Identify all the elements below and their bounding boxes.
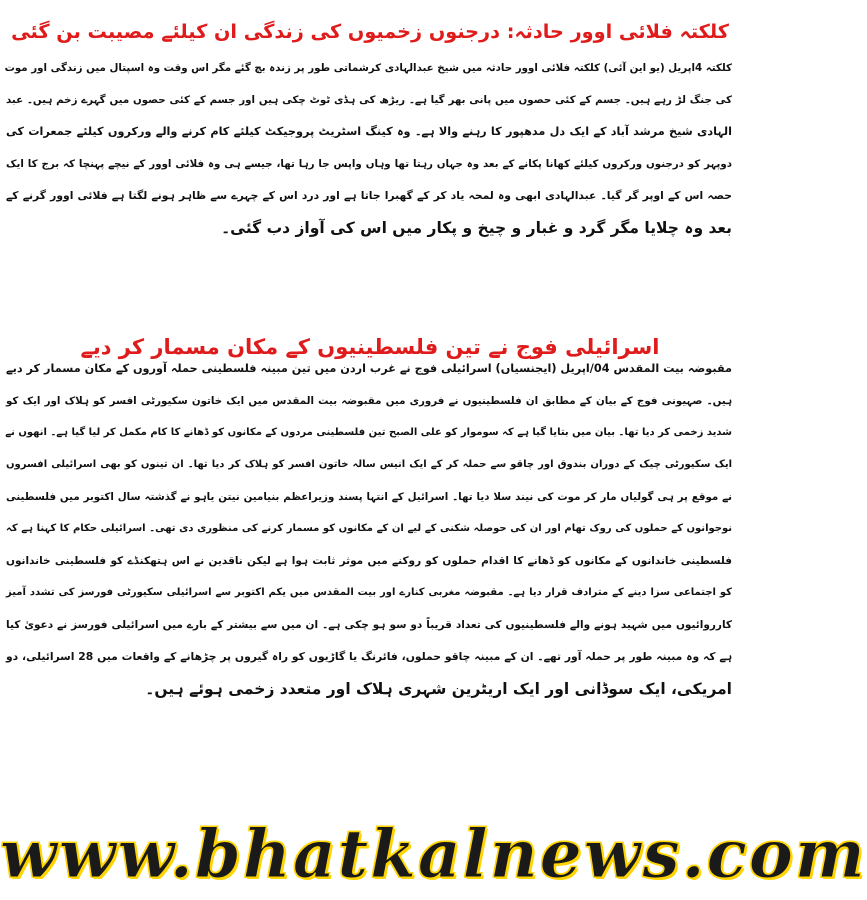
article-line: ہیں۔ صہیونی فوج کے بیان کے مطابق ان فلسطینیوں نے فروری میں مقبوضہ بیت المقدس میں ایک خاتون سکیورٹی افسر کو ہلاک اور ایک کو [6,395,732,407]
article-line: نے موقع پر ہی گولیاں مار کر موت کی نیند سلا دیا تھا۔ اسرائیل کے انتہا پسند وزیراعظم بنیامین نیتن یاہو نے گذشتہ سال اکتوبر میں فلسطینی [6,491,732,503]
article-kolkata-flyover [6,52,732,244]
article-line: امریکی، ایک سوڈانی اور ایک اریٹرین شہری ہلاک اور متعدد زخمی ہوئے ہیں۔ [145,680,732,698]
headline-kolkata-flyover: کلکتہ فلائی اوور حادثہ: درجنوں زخمیوں کی زندگی ان کیلئے مصیبت بن گئی [11,19,729,43]
article-line: کلکتہ 4اپریل (یو این آئی) کلکتہ فلائی اوور حادثہ میں شیخ عبدالہادی کرشماتی طور پر زندہ بچ گئے مگر اس وقت وہ اسپتال میں زندگی اور موت [4,62,732,74]
article-line: نوجوانوں کے حملوں کی روک تھام اور ان کی حوصلہ شکنی کے لیے ان کے مکانوں کو مسمار کرنے کی منظوری دی تھی۔ اسرائیلی حکام کا کہنا ہے کہ [6,523,732,534]
article-line: کو اجتماعی سزا دینے کے مترادف قرار دیا ہے۔ مقبوضہ مغربی کنارے اور بیت المقدس میں یکم اکتوبر سے اسرائیلی سکیورٹی فورسز کی تشدد آمیز [6,587,732,598]
article-line: دوپہر کو درجنوں ورکروں کیلئے کھانا پکانے کے بعد وہ جہاں رہتا تھا وہاں واپس جا رہا تھا، جیسے ہی وہ فلائی اوور کے نیچے پہنچا کہ برج کا ایک [6,158,732,170]
article-line: فلسطینی خاندانوں کے مکانوں کو ڈھانے کا اقدام حملوں کو روکنے میں موثر ثابت ہوا ہے لیکن ناقدین نے اس ہتھکنڈے کو فلسطینی خاندانوں [6,555,732,567]
article-line: ہے کہ وہ مبینہ طور پر حملہ آور تھے۔ ان کے مبینہ چاقو حملوں، فائرنگ یا گاڑیوں کو راہ گیروں پر چڑھانے کے واقعات میں 28 اسرائیلی، دو [6,650,732,663]
headline-israeli-demolition: اسرائیلی فوج نے تین فلسطینیوں کے مکان مسمار کر دیے [80,335,660,360]
article-line: مقبوضہ بیت المقدس 04/اپریل (ایجنسیاں) اسرائیلی فوج نے غرب اردن میں تین مبینہ فلسطینی حملہ آوروں کے مکان مسمار کر دیے [6,362,733,375]
article-line: حصہ اس کے اوپر گر گیا۔ عبدالہادی ابھی وہ لمحہ یاد کر کے گھبرا جاتا ہے اور درد اس کے چہرے سے ظاہر ہونے لگتا ہے فلائی اوور گرنے کے [6,189,732,202]
article-line: شدید زخمی کر دیا تھا۔ بیان میں بتایا گیا ہے کہ سوموار کو علی الصبح تین فلسطینی مردوں کے مکانوں کو ڈھانے کا کام مکمل کر لیا گیا ہے۔ انھوں نے [5,427,732,438]
article-line: بعد وہ چلایا مگر گرد و غبار و چیخ و پکار میں اس کی آواز دب گئی۔ [221,219,732,237]
site-logo-watermark: www.bhatkalnews.com [0,815,867,893]
article-line: ایک سکیورٹی چیک کے دوران بندوق اور چاقو سے حملہ کر کے ایک انیس سالہ خاتون افسر کو ہلاک کر دیا تھا۔ ان تینوں کو بھی اسرائیلی افسروں [6,459,732,470]
article-line: کی جنگ لڑ رہے ہیں۔ جسم کے کئی حصوں میں پانی بھر گیا ہے۔ ریڑھ کی ہڈی ٹوٹ چکی ہیں اور جسم کے کئی حصوں میں گہرے زخم ہیں۔ عبد [6,94,732,106]
article-line: کارروائیوں میں شہید ہونے والے فلسطینیوں کی تعداد قریباً دو سو ہو چکی ہے۔ ان میں سے بیشتر کے بارے میں اسرائیلی فورسز نے دعویٰ کیا [6,619,732,631]
article-line: الہادی شیخ مرشد آباد کے ایک دل مدھپور کا رہنے والا ہے۔ وہ کینگ اسٹریٹ پروجیکٹ کیلئے کام کرنے والے ورکروں کیلئے جمعرات کی [6,125,732,138]
article-israeli-demolition [6,353,732,705]
